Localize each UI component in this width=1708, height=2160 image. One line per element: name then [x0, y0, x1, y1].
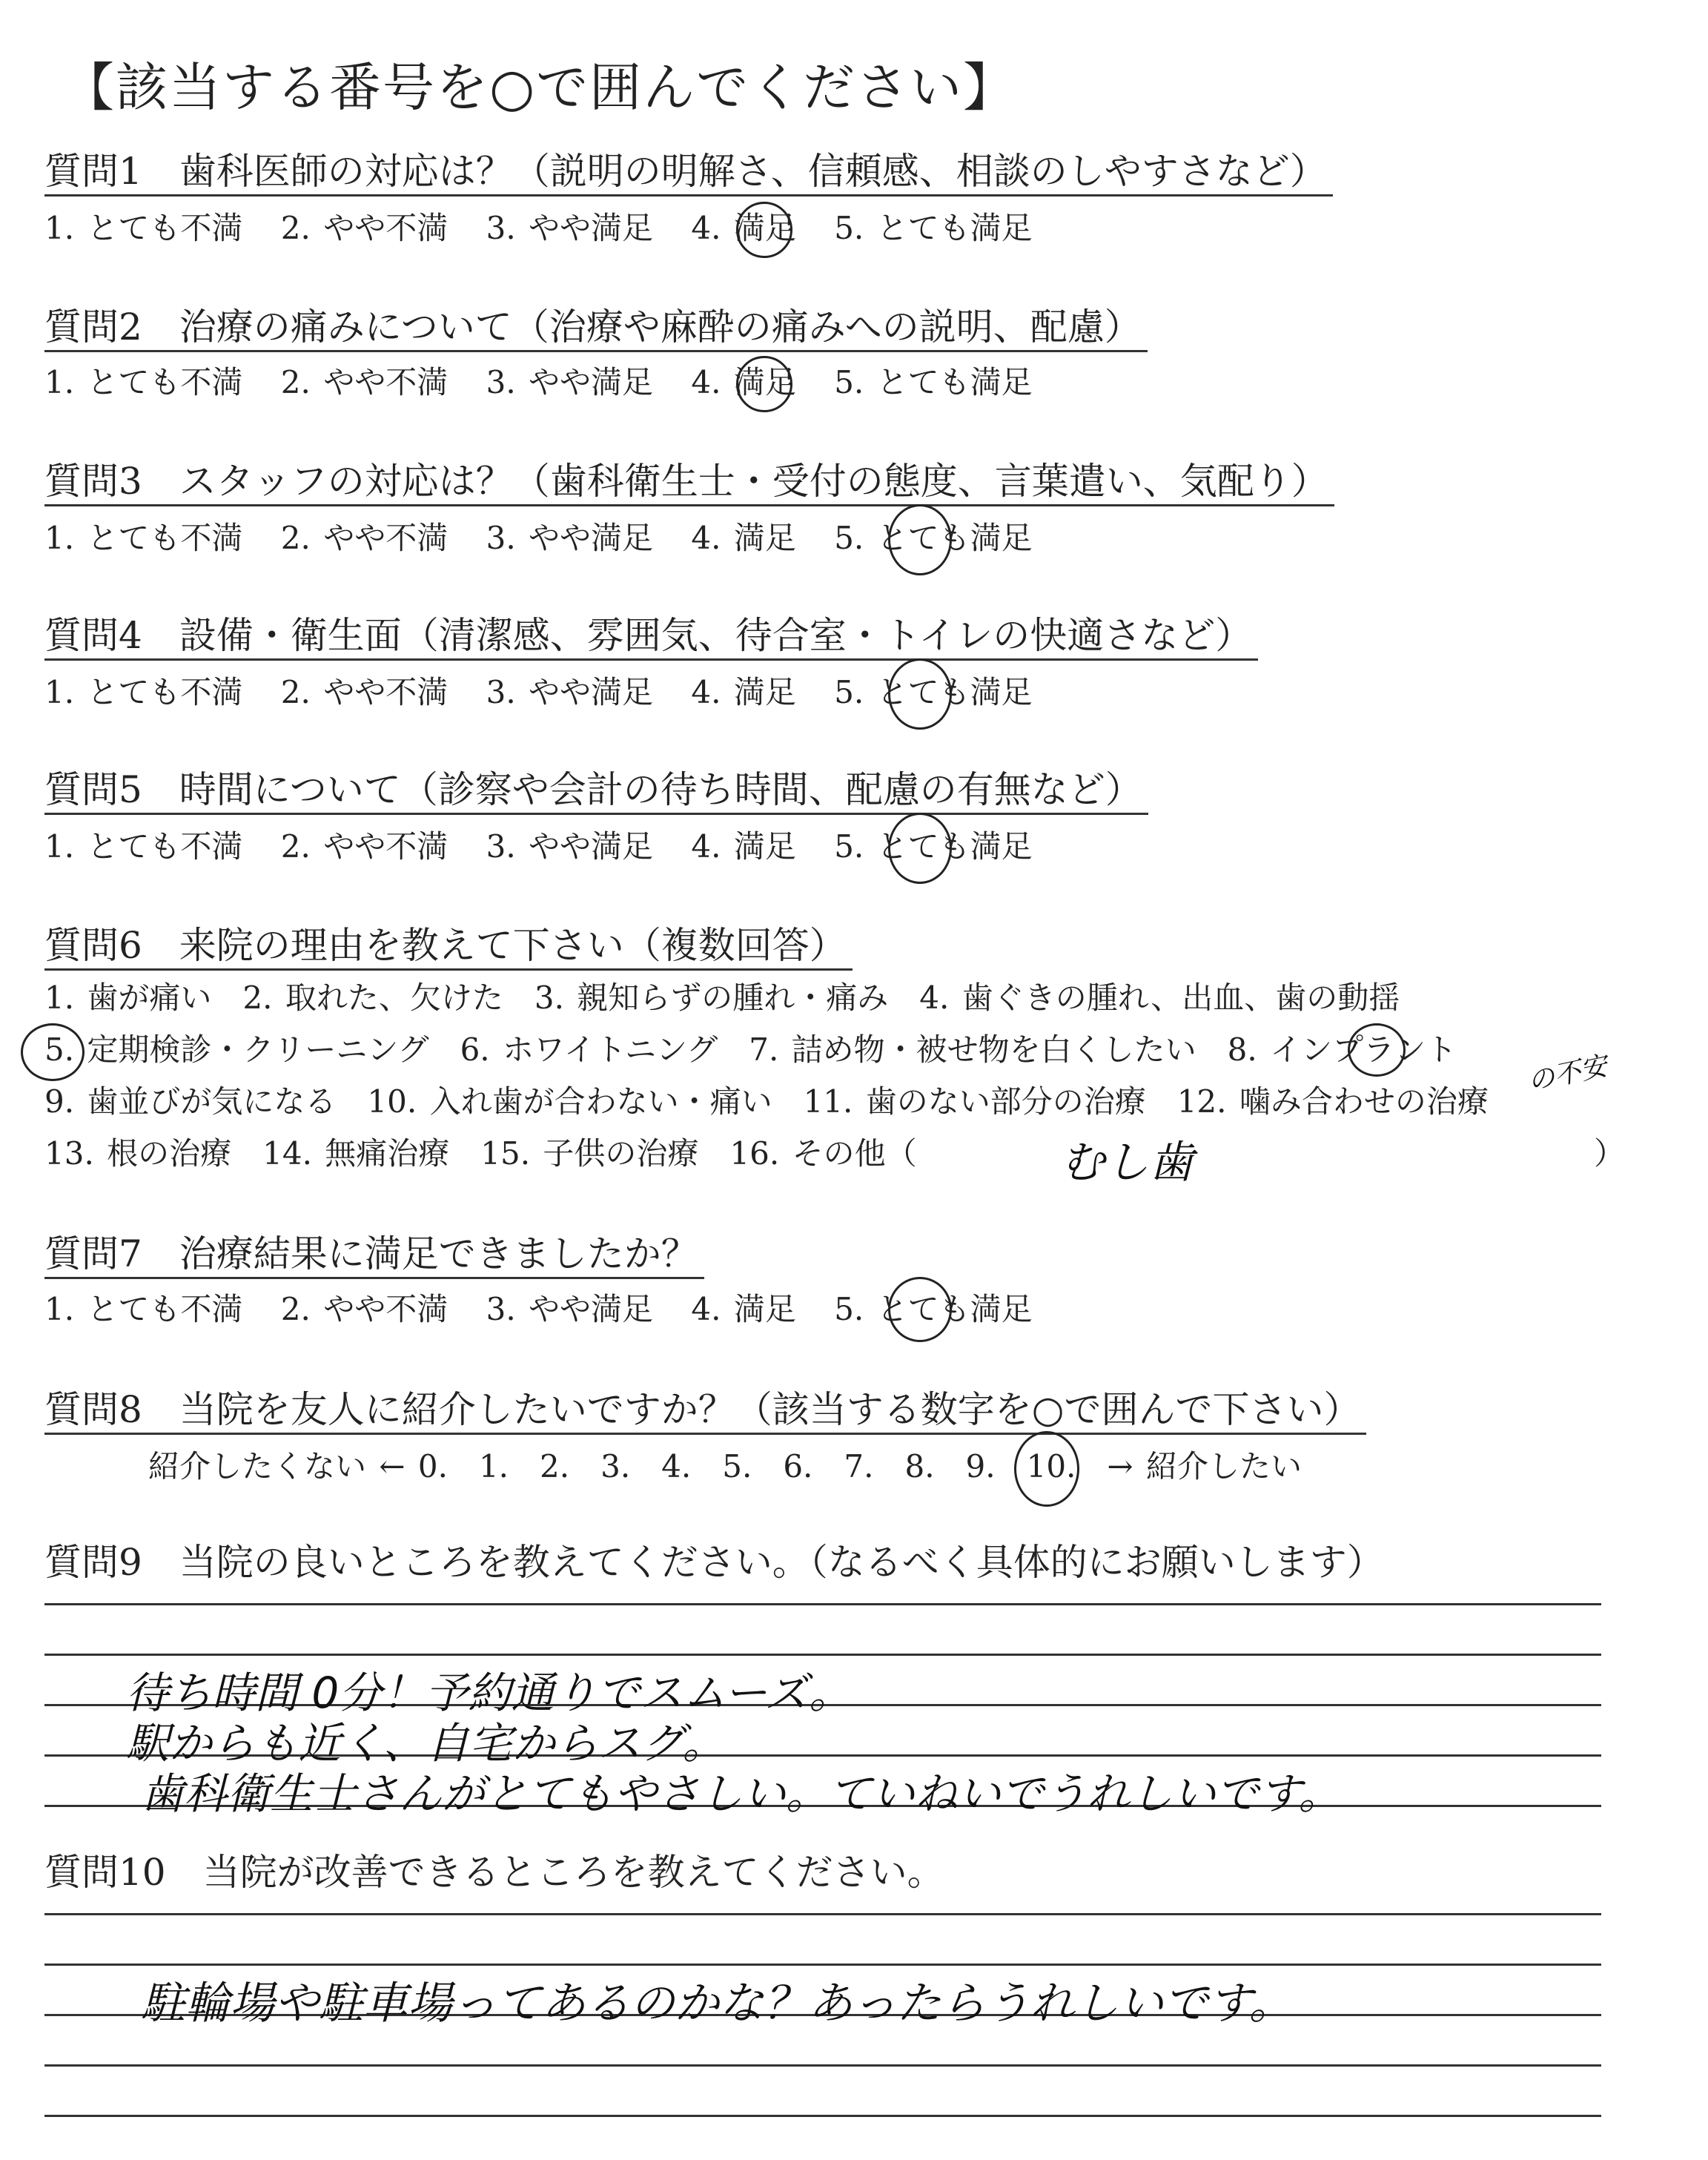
q10-answer[interactable]: 駐輪場や駐車場ってあるのかな？あったらうれしいです。	[141, 1978, 1294, 2029]
q5-option-2[interactable]: 2. やや不満	[280, 828, 448, 865]
q1-option-1[interactable]: 1. とても不満	[44, 210, 243, 246]
q5-option-1[interactable]: 1. とても不満	[44, 828, 243, 865]
q10-line-2	[44, 1964, 1601, 1966]
q3-option-2[interactable]: 2. やや不満	[280, 520, 448, 556]
q8-scale[interactable]: 紹介したくない ← 0. 1. 2. 3. 4. 5. 6. 7. 8. 9. 10. → 紹介したい	[148, 1448, 1302, 1484]
q3-title: 質問3 スタッフの対応は？（歯科衛生士・受付の態度、言葉遣い、気配り）	[44, 458, 1334, 506]
q6-title: 質問6 来院の理由を教えて下さい（複数回答）	[44, 922, 853, 971]
q7-option-4[interactable]: 4. 満足	[691, 1291, 796, 1327]
q6-note-8: の不安	[1525, 1051, 1610, 1097]
q3-option-5[interactable]: 5. とても満足	[834, 520, 1033, 556]
q10-line-5	[44, 2115, 1601, 2117]
q6-answer-circle-5	[21, 1023, 85, 1081]
q2-title: 質問2 治療の痛みについて（治療や麻酔の痛みへの説明、配慮）	[44, 304, 1148, 352]
q10-title: 質問10 当院が改善できるところを教えてください。	[44, 1851, 944, 1894]
q3-option-1[interactable]: 1. とても不満	[44, 520, 243, 556]
q5-title: 質問5 時間について（診察や会計の待ち時間、配慮の有無など）	[44, 767, 1148, 815]
q7-title: 質問7 治療結果に満足できましたか？	[44, 1231, 704, 1279]
q1-title: 質問1 歯科医師の対応は？（説明の明解さ、信頼感、相談のしやすさなど）	[44, 148, 1333, 196]
q9-answer-3[interactable]: 歯科衛生士さんがとてもやさしい。ていねいでうれしいです。	[141, 1768, 1342, 1819]
q10-line-1	[44, 1913, 1601, 1915]
q4-option-3[interactable]: 3. やや満足	[486, 674, 654, 710]
q6-row-2[interactable]: 5. 定期検診・クリーニング 6. ホワイトニング 7. 詰め物・被せ物を白くしたい 8. インプラント	[44, 1031, 1457, 1068]
q9-answer-1[interactable]: 待ち時間 0分！予約通りでスムーズ。	[126, 1668, 853, 1718]
q4-option-2[interactable]: 2. やや不満	[280, 674, 448, 710]
q7-option-3[interactable]: 3. やや満足	[486, 1291, 654, 1327]
q7-option-1[interactable]: 1. とても不満	[44, 1291, 243, 1327]
q5-option-4[interactable]: 4. 満足	[691, 828, 796, 865]
q6-other-close: ）	[1594, 1135, 1626, 1172]
q2-option-5[interactable]: 5. とても満足	[834, 364, 1033, 400]
q3-answer-circle	[888, 504, 952, 575]
q9-title: 質問9 当院の良いところを教えてください。（なるべく具体的にお願いします）	[44, 1541, 1384, 1584]
q4-answer-circle	[888, 658, 952, 730]
q10-line-4	[44, 2064, 1601, 2067]
q6-other-answer[interactable]: むし歯	[1060, 1137, 1194, 1189]
q6-row-1[interactable]: 1. 歯が痛い 2. 取れた、欠けた 3. 親知らずの腫れ・痛み 4. 歯ぐきの腫れ、出血、歯の動揺	[44, 980, 1400, 1016]
q2-options	[44, 362, 1058, 403]
q7-option-2[interactable]: 2. やや不満	[280, 1291, 448, 1327]
q9-answer-2[interactable]: 駅からも近く、自宅からスグ。	[126, 1718, 726, 1768]
q2-option-4[interactable]: 4. 満足	[691, 364, 796, 400]
q1-option-3[interactable]: 3. やや満足	[486, 210, 654, 246]
q7-answer-circle	[888, 1277, 952, 1342]
q1-option-2[interactable]: 2. やや不満	[280, 210, 448, 246]
q9-line-2	[44, 1654, 1601, 1656]
q2-option-3[interactable]: 3. やや満足	[486, 364, 654, 400]
q4-option-5[interactable]: 5. とても満足	[834, 674, 1033, 710]
q7-option-5[interactable]: 5. とても満足	[834, 1291, 1033, 1327]
q2-option-2[interactable]: 2. やや不満	[280, 364, 448, 400]
q6-row-4[interactable]: 13. 根の治療 14. 無痛治療 15. 子供の治療 16. その他（	[44, 1135, 917, 1172]
q1-option-5[interactable]: 5. とても満足	[834, 210, 1033, 246]
q4-option-4[interactable]: 4. 満足	[691, 674, 796, 710]
q4-title: 質問4 設備・衛生面（清潔感、雰囲気、待合室・トイレの快適さなど）	[44, 612, 1258, 661]
q8-title: 質問8 当院を友人に紹介したいですか？（該当する数字を○で囲んで下さい）	[44, 1387, 1366, 1435]
q4-option-1[interactable]: 1. とても不満	[44, 674, 243, 710]
q6-row-3[interactable]: 9. 歯並びが気になる 10. 入れ歯が合わない・痛い 11. 歯のない部分の治療 12. 噛み合わせの治療	[44, 1083, 1489, 1120]
q5-option-5[interactable]: 5. とても満足	[834, 828, 1033, 865]
q5-answer-circle	[888, 813, 952, 884]
form-header: 【該当する番号を○で囲んでください】	[62, 57, 1017, 118]
q2-option-1[interactable]: 1. とても不満	[44, 364, 243, 400]
q3-option-3[interactable]: 3. やや満足	[486, 520, 654, 556]
q9-line-1	[44, 1603, 1601, 1605]
q6-answer-circle-8	[1348, 1023, 1406, 1077]
q1-options	[44, 208, 1058, 249]
q1-option-4[interactable]: 4. 満足	[691, 210, 796, 246]
q1-answer-circle	[736, 202, 792, 258]
q5-option-3[interactable]: 3. やや満足	[486, 828, 654, 865]
q2-answer-circle	[736, 356, 792, 412]
q8-answer-circle	[1014, 1431, 1079, 1507]
q3-option-4[interactable]: 4. 満足	[691, 520, 796, 556]
